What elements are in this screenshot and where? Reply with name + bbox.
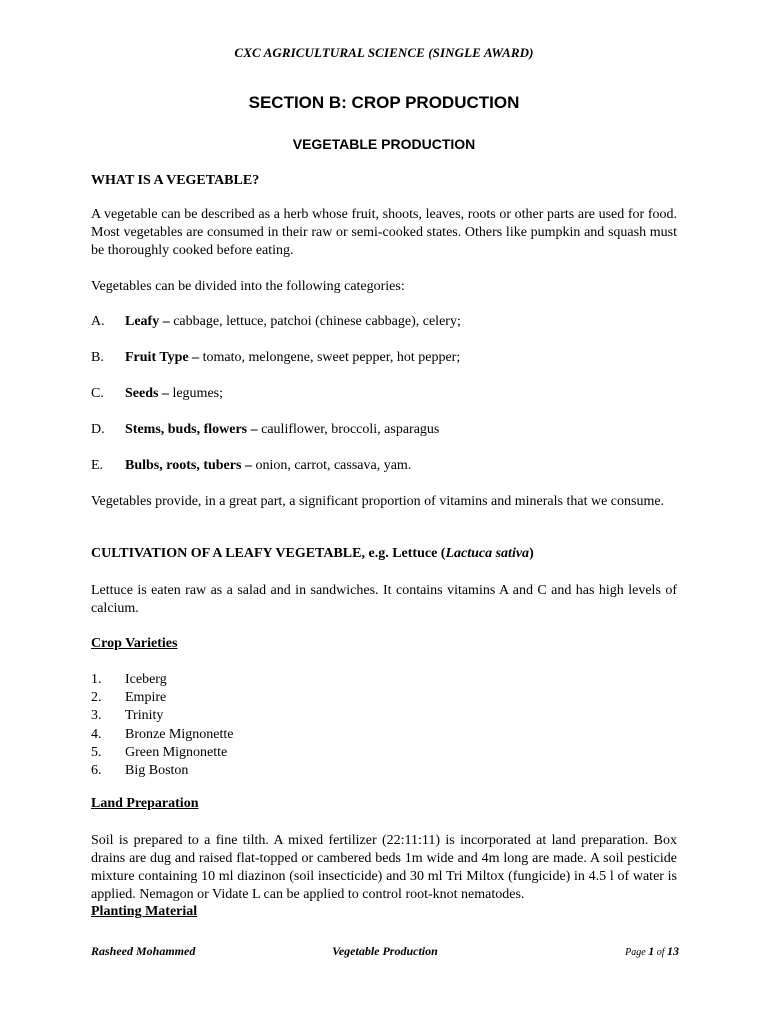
category-name: Leafy – bbox=[125, 314, 170, 329]
list-item bbox=[91, 689, 233, 707]
list-number: 4. bbox=[91, 726, 102, 742]
planting-material-heading: Planting Material bbox=[91, 904, 198, 919]
list-number: 6. bbox=[91, 763, 102, 779]
category-examples: tomato, melongene, sweet pepper, hot pepper; bbox=[199, 350, 461, 365]
category-examples: onion, carrot, cassava, yam. bbox=[251, 458, 412, 473]
variety-name: Iceberg bbox=[125, 672, 167, 687]
of-word: of bbox=[654, 947, 667, 958]
vitamins-paragraph: Vegetables provide, in a great part, a significant proportion of vitamins and minerals that we consume. bbox=[91, 494, 665, 509]
cultivation-heading bbox=[91, 546, 534, 562]
category-name: Bulbs, roots, tubers – bbox=[125, 458, 252, 473]
definition-paragraph: A vegetable can be described as a herb whose fruit, shoots, leaves, roots or other parts are used for food. Most vegetables are consumed in their raw or semi-cooked states. Others like pumpkin and squash must be thoroughly cooked before eating. bbox=[91, 207, 677, 258]
category-item bbox=[91, 422, 691, 438]
category-examples: cauliflower, broccoli, asparagus bbox=[257, 422, 440, 437]
category-letter: C. bbox=[91, 386, 104, 401]
list-item bbox=[91, 707, 233, 725]
list-item bbox=[91, 726, 233, 744]
category-name: Stems, buds, flowers – bbox=[125, 422, 258, 437]
variety-name: Empire bbox=[125, 690, 167, 706]
category-letter: D. bbox=[91, 422, 105, 437]
land-preparation-paragraph: Soil is prepared to a fine tilth. A mixed fertilizer (22:11:11) is incorporated at land preparation. Box drains are dug and raised flat-topped or cambered beds 1m wide and 4m long are made. A soil pesticide mixture containing 10 ml diazinon (soil insecticide) and 30 ml Tri Miltox (fungicide) in 4.5 l of water is applied. Nemagon or Vidate L can be applied to control root-knot nematodes. bbox=[91, 833, 677, 902]
cultivation-heading-close: ) bbox=[529, 546, 534, 561]
list-item bbox=[91, 762, 233, 780]
topic-title: VEGETABLE PRODUCTION bbox=[292, 136, 476, 152]
categories-intro: Vegetables can be divided into the following categories: bbox=[91, 279, 405, 294]
category-letter: B. bbox=[91, 350, 104, 365]
category-examples: cabbage, lettuce, patchoi (chinese cabbage), celery; bbox=[169, 314, 461, 329]
total-pages: 13 bbox=[667, 944, 679, 958]
variety-name: Bronze Mignonette bbox=[125, 726, 234, 742]
cultivation-heading-main: CULTIVATION OF A LEAFY VEGETABLE, e.g. Lettuce ( bbox=[91, 546, 446, 561]
page-word: Page bbox=[625, 947, 649, 958]
category-letter: E. bbox=[91, 458, 104, 473]
variety-name: Green Mignonette bbox=[125, 744, 228, 760]
category-name: Fruit Type – bbox=[125, 350, 200, 365]
course-header: CXC AGRICULTURAL SCIENCE (SINGLE AWARD) bbox=[234, 45, 534, 60]
page-footer bbox=[91, 944, 679, 962]
category-item bbox=[91, 386, 691, 402]
variety-name: Trinity bbox=[125, 708, 164, 724]
list-number: 5. bbox=[91, 744, 102, 760]
list-number: 1. bbox=[91, 672, 102, 687]
cultivation-heading-latin: Lactuca sativa bbox=[445, 546, 530, 561]
list-number: 3. bbox=[91, 708, 102, 724]
list-item bbox=[91, 744, 233, 762]
category-item bbox=[91, 314, 691, 330]
variety-name: Big Boston bbox=[125, 763, 189, 779]
category-item bbox=[91, 350, 691, 366]
lettuce-paragraph: Lettuce is eaten raw as a salad and in sandwiches. It contains vitamins A and C and has high levels of calcium. bbox=[91, 583, 677, 616]
category-letter: A. bbox=[91, 314, 105, 329]
category-name: Seeds – bbox=[125, 386, 169, 401]
category-examples: legumes; bbox=[168, 386, 223, 401]
footer-title: Vegetable Production bbox=[332, 944, 438, 958]
category-item bbox=[91, 458, 691, 474]
list-item bbox=[91, 671, 233, 689]
what-is-heading: WHAT IS A VEGETABLE? bbox=[91, 173, 260, 188]
current-page: 1 bbox=[648, 944, 655, 958]
varieties-list bbox=[91, 671, 233, 780]
section-title: SECTION B: CROP PRODUCTION bbox=[248, 93, 520, 112]
list-number: 2. bbox=[91, 690, 102, 706]
page-number bbox=[625, 944, 679, 959]
footer-author: Rasheed Mohammed bbox=[91, 944, 196, 958]
land-preparation-heading: Land Preparation bbox=[91, 796, 199, 811]
crop-varieties-heading: Crop Varieties bbox=[91, 636, 178, 651]
